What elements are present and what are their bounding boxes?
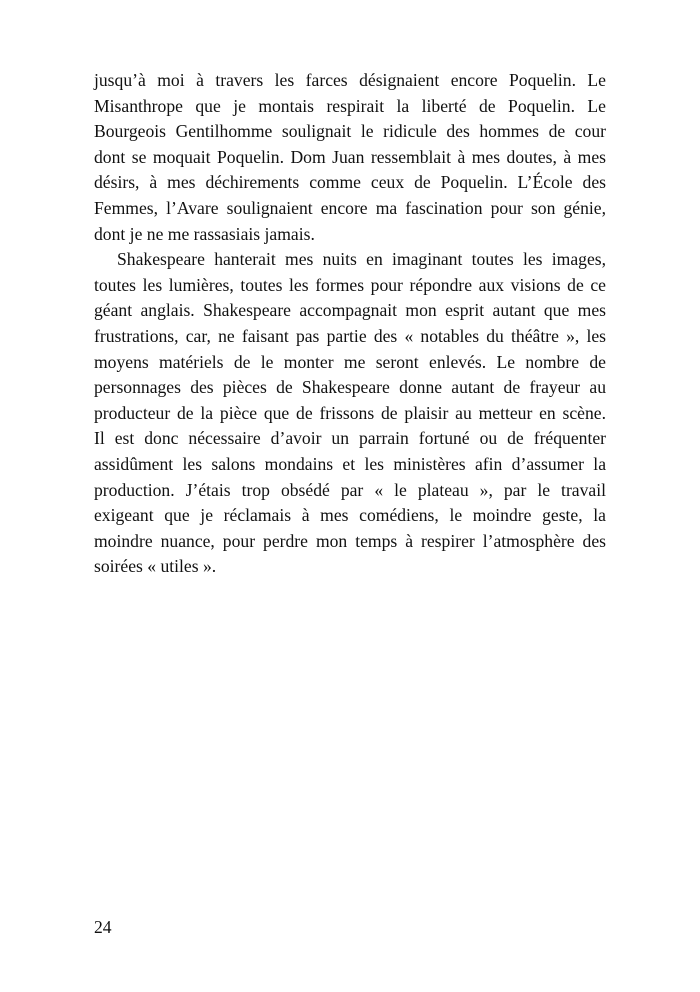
text-line: Misanthrope que je montais respirait la liberté de Poquelin. Le — [94, 95, 606, 116]
text-line: Il est donc nécessaire d’avoir un parrain fortuné ou de fréquenter — [94, 428, 606, 449]
text-line: dont se moquait Poquelin. Dom Juan ressemblait à mes doutes, à mes — [94, 146, 606, 167]
text-line: soirées « utiles ». — [94, 556, 217, 577]
text-line: toutes les lumières, toutes les formes pour répondre aux visions de ce — [94, 274, 606, 295]
text-line: frustrations, car, ne faisant pas partie des « notables du théâtre », les — [94, 325, 606, 346]
text-line: Bourgeois Gentilhomme soulignait le ridicule des hommes de cour — [94, 121, 606, 142]
text-line: producteur de la pièce que de frissons de plaisir au metteur en scène. — [94, 402, 606, 423]
text-line: géant anglais. Shakespeare accompagnait mon esprit autant que mes — [94, 300, 606, 321]
text-line: Femmes, l’Avare soulignaient encore ma fascination pour son génie, — [94, 197, 606, 218]
paragraph-poquelin — [94, 68, 606, 247]
text-line: dont je ne me rassasiais jamais. — [94, 223, 315, 244]
text-line: personnages des pièces de Shakespeare donne autant de frayeur au — [94, 377, 606, 398]
text-line: assidûment les salons mondains et les ministères afin d’assumer la — [94, 453, 606, 474]
page-number: 24 — [94, 917, 112, 937]
body-text — [94, 68, 606, 580]
text-line: moindre nuance, pour perdre mon temps à respirer l’atmosphère des — [94, 530, 606, 551]
text-line: jusqu’à moi à travers les farces désignaient encore Poquelin. Le — [94, 70, 606, 90]
text-line: désirs, à mes déchirements comme ceux de Poquelin. L’École des — [94, 172, 606, 193]
paragraph-shakespeare — [94, 247, 606, 580]
text-line: exigeant que je réclamais à mes comédiens, le moindre geste, la — [94, 505, 606, 526]
text-line: production. J’étais trop obsédé par « le plateau », par le travail — [94, 479, 606, 500]
text-line: moyens matériels de le monter me seront enlevés. Le nombre de — [94, 351, 606, 372]
text-line: Shakespeare hanterait mes nuits en imaginant toutes les images, — [117, 249, 606, 270]
